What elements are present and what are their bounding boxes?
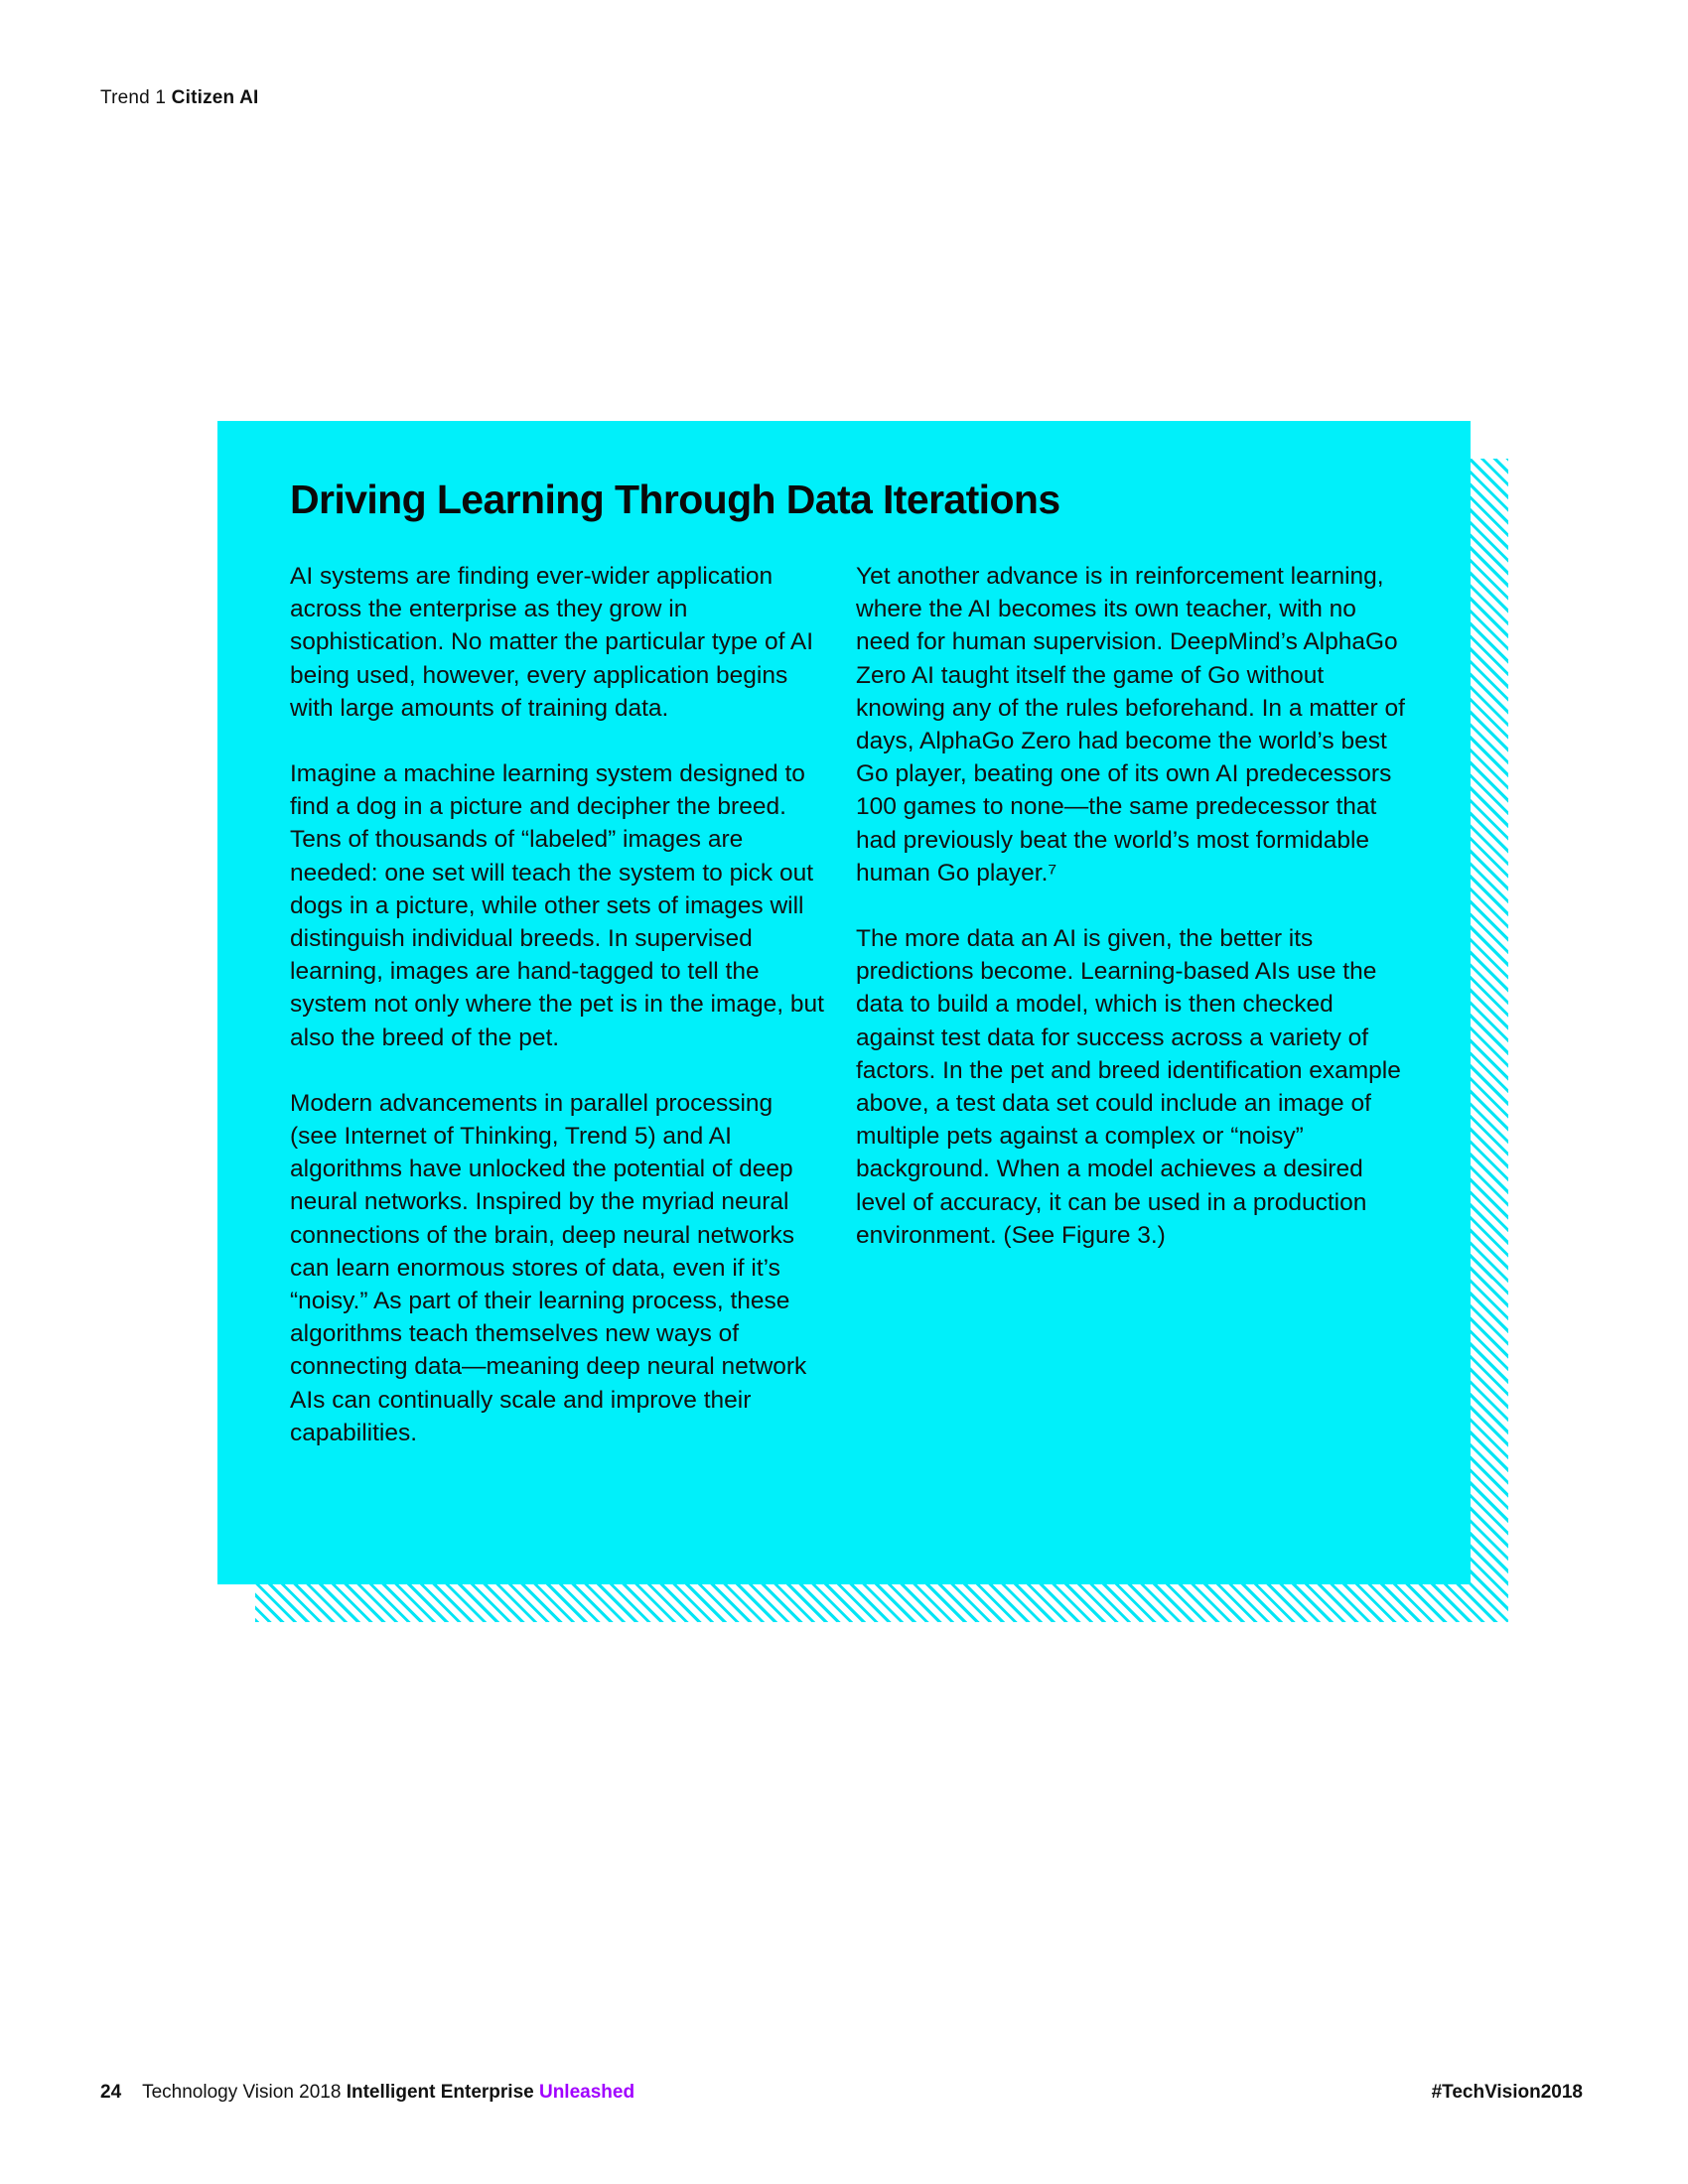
sidebar-box [217,421,1471,1584]
right-column [856,560,1407,1285]
page-number: 24 [100,2082,122,2103]
publication-title: Intelligent Enterprise [346,2082,534,2103]
publication-title-accent: Unleashed [538,2082,635,2103]
left-column [290,560,826,1482]
paragraph: Yet another advance is in reinforcement learning, where the AI becomes its own teacher, with no need for human supervision. DeepMind’s AlphaGo Zero AI taught itself the game of Go without knowing any of the rules beforehand. In a matter of days, AlphaGo Zero had become the world’s best Go player, beating one of its own AI predecessors 100 games to none—the same predecessor that had previously beat the world’s most formidable human Go player.⁷ [856,563,1405,887]
paragraph: AI systems are finding ever-wider application across the enterprise as they grow in sophistication. No matter the particular type of AI being used, however, every application begins with large amounts of training data. [290,563,814,722]
trend-name: Citizen AI [171,87,259,108]
paragraph: The more data an AI is given, the better its predictions become. Learning-based AIs use the data to build a model, which is then checked against test data for success across a variety of factors. In the pet and breed identification example above, a test data set could include an image of multiple pets against a complex or “noisy” background. When a model achieves a desired level of accuracy, it can be used in a production environment. (See Figure 3.) [856,925,1401,1249]
paragraph: Modern advancements in parallel processing (see Internet of Thinking, Trend 5) and AI algorithms have unlocked the potential of deep neural networks. Inspired by the myriad neural connections of the brain, deep neural networks can learn enormous stores of data, even if it’s “noisy.” As part of their learning process, these algorithms teach themselves new ways of connecting data—meaning deep neural network AIs can continually scale and improve their capabilities. [290,1089,807,1446]
hashtag: #TechVision2018 [1431,2082,1583,2103]
trend-label: Trend 1 [100,87,167,108]
publication-name: Technology Vision 2018 [142,2082,342,2103]
footer-left [100,2082,634,2104]
paragraph: Imagine a machine learning system designed to find a dog in a picture and decipher the breed. Tens of thousands of “labeled” images are needed: one set will teach the system to pick out dogs in a picture, while other sets of images will distinguish individual breeds. In supervised learning, images are hand-tagged to tell the system not only where the pet is in the image, but also the breed of the pet. [290,760,824,1051]
sidebar-title: Driving Learning Through Data Iterations [290,477,1060,522]
running-header [100,87,259,109]
